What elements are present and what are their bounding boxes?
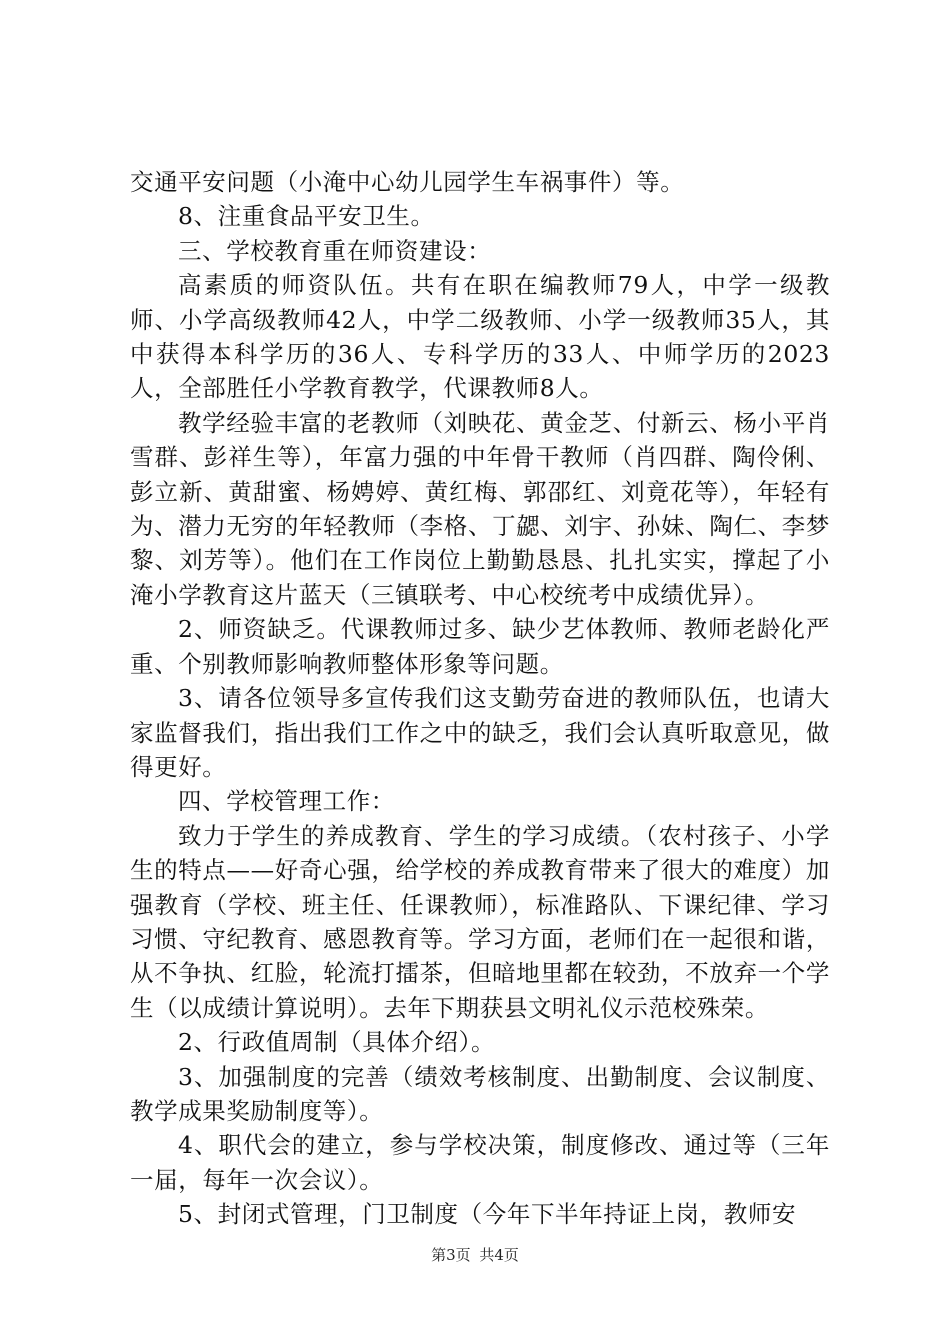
paragraph-11: 3、加强制度的完善（绩效考核制度、出勤制度、会议制度、教学成果奖励制度等）。 xyxy=(130,1062,830,1125)
paragraph-9: 致力于学生的养成教育、学生的学习成绩。（农村孩子、小学生的特点——好奇心强，给学校的养成教育带来了很大的难度）加强教育（学校、班主任、任课教师），标准路队、下课纪律、学习习惯、守纪教育、感恩教育等。学习方面，老师们在一起很和谐，从不争执、红脸，轮流打擂茶，但暗地里都在较劲，不放弃一个学生（以成绩计算说明）。去年下期获县文明礼仪示范校殊荣。 xyxy=(130,821,830,1022)
page-footer xyxy=(0,1245,950,1265)
paragraph-1: 交通平安问题（小淹中心幼儿园学生车祸事件）等。 xyxy=(130,168,685,196)
paragraph-10: 2、行政值周制（具体介绍）。 xyxy=(178,1028,496,1057)
page-total: 共4页 xyxy=(479,1246,519,1264)
paragraph-5: 教学经验丰富的老教师（刘映花、黄金芝、付新云、杨小平肖雪群、彭祥生等），年富力强的中年骨干教师（肖四群、陶伶俐、彭立新、黄甜蜜、杨娉婷、黄红梅、郭邵红、刘竟花等），年轻有为、潜力无穷的年轻教师（李格、丁勰、刘宇、孙妹、陶仁、李梦黎、刘芳等）。他们在工作岗位上勤勤恳恳、扎扎实实，撑起了小淹小学教育这片蓝天（三镇联考、中心校统考中成绩优异）。 xyxy=(130,408,830,609)
paragraph-13: 5、封闭式管理，门卫制度（今年下半年持证上岗，教师安 xyxy=(178,1200,797,1229)
paragraph-4: 高素质的师资队伍。共有在职在编教师79人，中学一级教师、小学高级教师42人，中学二级教师、小学一级教师35人，其中获得本科学历的36人、专科学历的33人、中师学历的2023人，全部胜任小学教育教学，代课教师8人。 xyxy=(130,271,830,403)
paragraph-12: 4、职代会的建立，参与学校决策，制度修改、通过等（三年一届，每年一次会议）。 xyxy=(130,1131,830,1194)
document-body xyxy=(130,165,830,1232)
paragraph-2: 8、注重食品平安卫生。 xyxy=(178,202,435,231)
page-number: 第3页 xyxy=(431,1246,471,1264)
section-heading-4: 四、学校管理工作： xyxy=(178,787,395,816)
paragraph-6: 2、师资缺乏。代课教师过多、缺少艺体教师、教师老龄化严重、个别教师影响教师整体形象等问题。 xyxy=(130,615,830,678)
paragraph-7: 3、请各位领导多宣传我们这支勤劳奋进的教师队伍，也请大家监督我们，指出我们工作之中的缺乏，我们会认真听取意见，做得更好。 xyxy=(130,684,830,781)
section-heading-3: 三、学校教育重在师资建设： xyxy=(178,236,492,265)
